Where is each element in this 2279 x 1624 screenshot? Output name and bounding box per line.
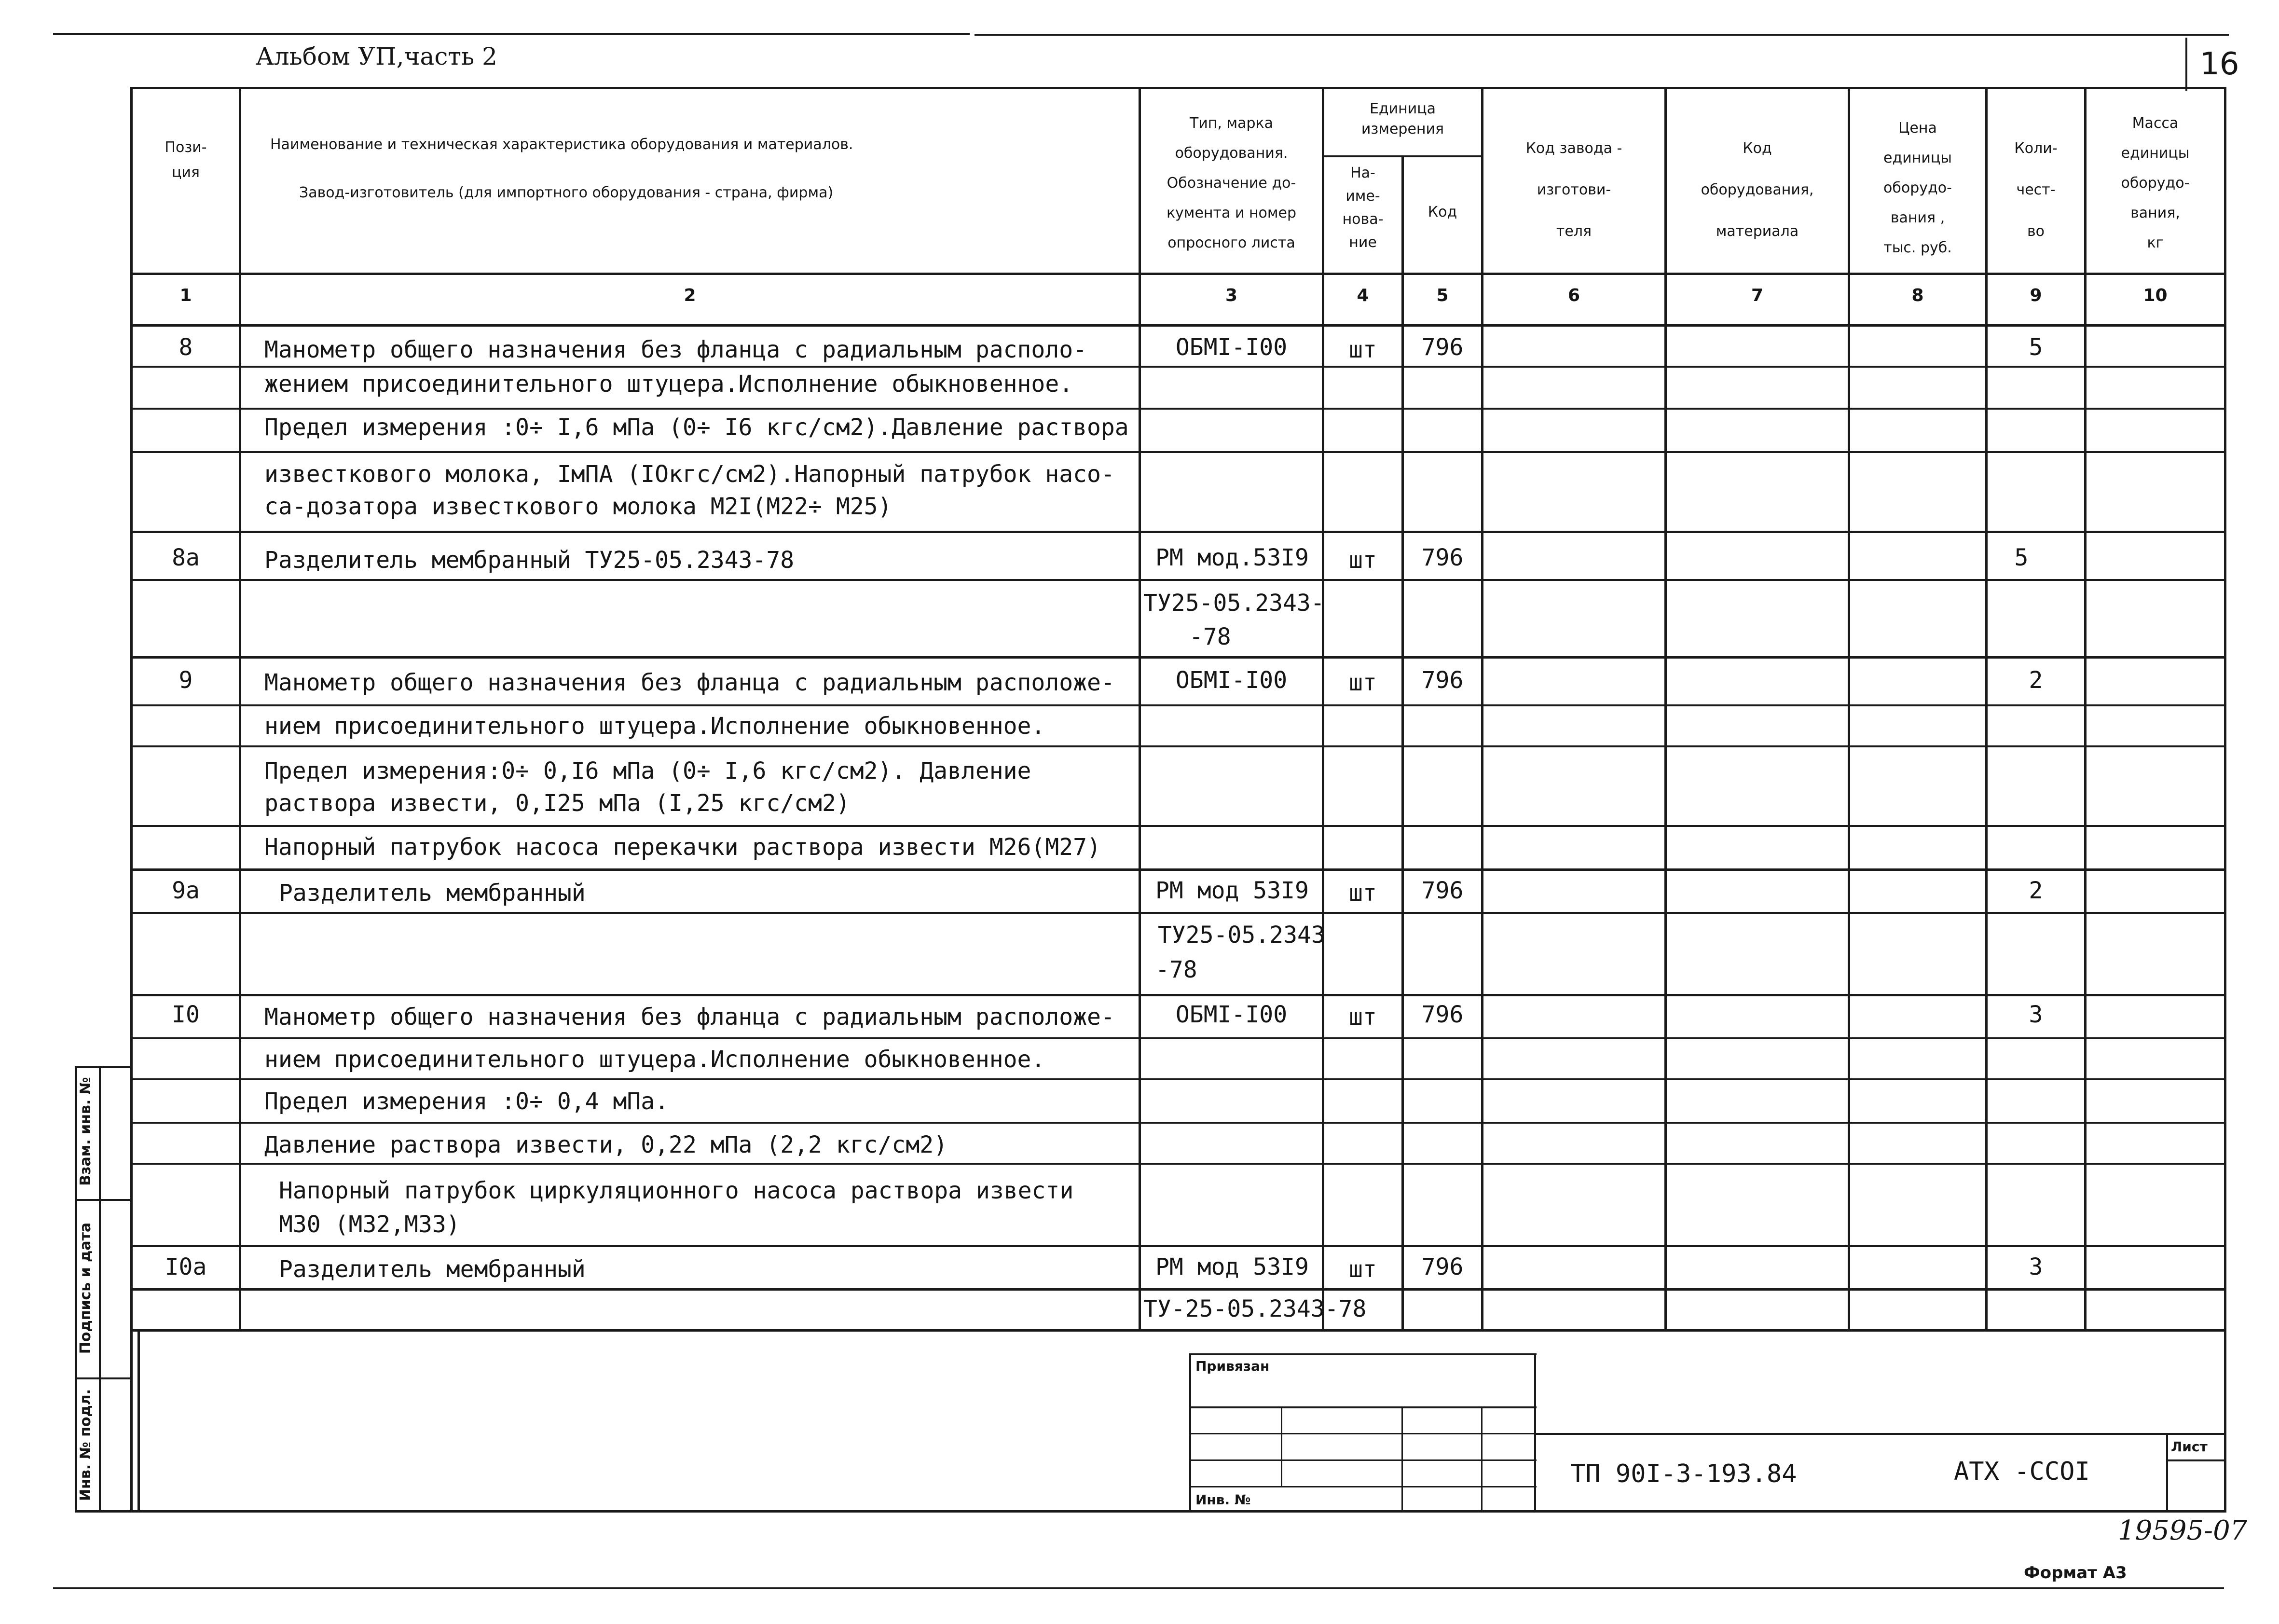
row-10-desc-2: нием присоединительного штуцера.Исполнение обыкновенное.: [264, 1046, 1045, 1073]
col-line-6: [1664, 87, 1667, 1332]
row-line: [130, 825, 2226, 827]
row-9-desc-3: Предел измерения:0÷ 0,I6 мПа (0÷ I,6 кгс/см2). Давление: [264, 757, 1031, 784]
side-inv-orig: Инв. № подл.: [77, 1389, 94, 1501]
frame-left: [130, 1066, 133, 1513]
row-8-code: 796: [1421, 334, 1464, 361]
row-10a-position: I0а: [165, 1253, 207, 1280]
linked-box-row4: [1189, 1486, 1537, 1487]
title-main-top: [1534, 1433, 2226, 1435]
row-line: [130, 1245, 2226, 1247]
row-8-desc-3: Предел измерения :0÷ I,6 мПа (0÷ I6 кгс/см2).Давление раствора: [264, 414, 1129, 441]
linked-box-col2: [1401, 1406, 1403, 1510]
row-9-qty: 2: [2029, 667, 2043, 694]
row-8a-type-3: -78: [1189, 623, 1231, 650]
col-7-header: Код оборудования, материала: [1701, 140, 1814, 240]
col-num-4: 4: [1357, 286, 1369, 305]
col-line-3: [1322, 87, 1324, 1332]
row-line: [130, 1329, 2226, 1332]
row-10-position: I0: [172, 1001, 200, 1028]
col-line-4b: [1401, 273, 1404, 277]
row-9a-unit: шт: [1349, 880, 1377, 907]
row-9a-position: 9а: [172, 877, 200, 904]
col-5-header: Код: [1428, 204, 1457, 220]
col-4-header: На- име- нова- ние: [1342, 165, 1384, 251]
row-10-type: ОБМI-I00: [1175, 1001, 1288, 1028]
unit-group-header: Единица измерения: [1361, 100, 1444, 138]
linked-box-row3: [1189, 1459, 1537, 1461]
row-8a-type-2: ТУ25-05.2343-: [1143, 590, 1325, 617]
frame-right: [2224, 1329, 2226, 1513]
row-line: [130, 656, 2226, 659]
row-9-desc-2: нием присоединительного штуцера.Исполнение обыкновенное.: [264, 713, 1045, 740]
row-9a-type-2: ТУ25-05.2343: [1158, 922, 1325, 949]
col-line-9: [2084, 87, 2087, 1332]
row-10-code: 796: [1421, 1001, 1464, 1028]
col-line-7: [1848, 87, 1850, 1332]
row-line: [130, 745, 2226, 747]
row-8a-qty: 5: [2014, 544, 2029, 571]
row-line: [130, 1122, 2226, 1124]
sheet-cell-left: [2166, 1433, 2168, 1513]
col-line-1: [239, 87, 241, 1332]
row-10-desc-6: М30 (М32,М33): [279, 1211, 460, 1238]
col-line-8: [1985, 87, 1988, 1332]
archive-number: 19595-07: [2118, 1515, 2248, 1546]
top-rule-right: [975, 34, 2229, 36]
row-10-qty: 3: [2029, 1001, 2043, 1028]
linked-box-col1: [1281, 1406, 1282, 1486]
row-8a-type-1: РМ мод.53I9: [1155, 544, 1309, 571]
row-line: [130, 994, 2226, 996]
col-num-8: 8: [1911, 286, 1924, 305]
row-9-desc-5: Напорный патрубок насоса перекачки раствора извести М26(М27): [264, 834, 1101, 861]
col-line-10: [2224, 87, 2226, 1332]
format-label: Формат А3: [2024, 1563, 2127, 1583]
row-line: [130, 579, 2226, 581]
frame-bottom: [130, 1510, 2226, 1513]
row-8a-position: 8а: [172, 544, 200, 571]
linked-box-col3: [1481, 1406, 1483, 1510]
row-9-desc-1: Манометр общего назначения без фланца с радиальным расположе-: [264, 669, 1115, 696]
row-10-unit: шт: [1349, 1004, 1377, 1031]
sheet-number: 16: [2200, 46, 2239, 82]
row-10a-type-2: ТУ-25-05.2343-78: [1143, 1295, 1367, 1322]
sheet-label: Лист: [2171, 1439, 2208, 1455]
col-3-header: Тип, марка оборудования. Обозначение до- кумента и номер опросного листа: [1166, 115, 1297, 251]
row-9-position: 9: [178, 667, 193, 694]
col-num-5: 5: [1436, 286, 1449, 305]
linked-label: Привязан: [1195, 1358, 1270, 1374]
col-9-header: Коли- чест- во: [2014, 140, 2058, 240]
table-top: [130, 87, 2226, 89]
numbers-bottom: [130, 324, 2226, 327]
row-9-unit: шт: [1349, 669, 1377, 696]
sheet-number-divider: [2185, 38, 2187, 91]
row-10-desc-4: Давление раствора извести, 0,22 мПа (2,2 кгс/см2): [264, 1131, 948, 1158]
col-line-4: [1401, 155, 1404, 1332]
row-9-type: ОБМI-I00: [1175, 667, 1288, 694]
row-line: [130, 531, 2226, 533]
row-line: [130, 1163, 2226, 1165]
row-line: [130, 868, 2226, 871]
row-line: [130, 704, 2226, 706]
col-num-1: 1: [179, 286, 192, 305]
sheet-cell-mid: [2166, 1459, 2226, 1461]
side-stamp-inner: [99, 1066, 101, 1513]
side-replace-inv: Взам. инв. №: [77, 1077, 94, 1186]
row-10-desc-1: Манометр общего назначения без фланца с радиальным расположе-: [264, 1004, 1115, 1031]
col-2-header-line1: Наименование и техническая характеристика оборудования и материалов.: [270, 136, 853, 153]
col-num-2: 2: [684, 286, 696, 305]
row-10a-desc-1: Разделитель мембранный: [279, 1256, 586, 1283]
row-line: [130, 366, 2226, 368]
row-8-type: ОБМI-I00: [1175, 334, 1288, 361]
linked-box-row2: [1189, 1433, 1537, 1434]
col-2-header-line2: Завод-изготовитель (для импортного оборудования - страна, фирма): [299, 184, 834, 201]
row-8-unit: шт: [1349, 336, 1377, 363]
col-6-header: Код завода - изготови- теля: [1525, 140, 1622, 240]
row-8a-code: 796: [1421, 544, 1464, 571]
row-line: [130, 451, 2226, 453]
row-10-desc-5: Напорный патрубок циркуляционного насоса раствора извести: [279, 1177, 1074, 1204]
col-line-5: [1481, 87, 1483, 1332]
row-8a-unit: шт: [1349, 547, 1377, 574]
col-num-10: 10: [2143, 286, 2168, 305]
col-8-header: Цена единицы оборудо- вания , тыс. руб.: [1883, 120, 1952, 256]
row-9a-qty: 2: [2029, 877, 2043, 904]
row-line: [130, 408, 2226, 410]
row-9a-desc-1: Разделитель мембранный: [279, 880, 586, 907]
linked-box-top: [1189, 1353, 1537, 1355]
row-line: [130, 912, 2226, 914]
linked-box-row1: [1189, 1406, 1537, 1408]
row-8-desc-4: известкового молока, IмПА (IOкгс/см2).Напорный патрубок насо-: [264, 461, 1115, 488]
row-8-position: 8: [178, 334, 193, 361]
row-9a-type-3: -78: [1155, 956, 1197, 983]
row-8-desc-1: Манометр общего назначения без фланца с радиальным располо-: [264, 336, 1087, 363]
col-num-3: 3: [1225, 286, 1238, 305]
album-title: Альбом УП,часть 2: [256, 42, 497, 70]
header-bottom: [130, 273, 2226, 275]
row-8-desc-2: жением присоединительного штуцера.Исполнение обыкновенное.: [264, 371, 1073, 398]
row-9a-code: 796: [1421, 877, 1464, 904]
side-stamp-div1: [75, 1199, 133, 1201]
col-num-9: 9: [2030, 286, 2042, 305]
row-8-desc-5: са-дозатора известкового молока М2I(М22÷ М25): [264, 493, 892, 520]
row-line: [130, 1037, 2226, 1039]
row-10-desc-3: Предел измерения :0÷ 0,4 мПа.: [264, 1088, 669, 1115]
inv-no-label: Инв. №: [1195, 1492, 1251, 1508]
document-code: ТП 90I-3-193.84: [1570, 1459, 1797, 1488]
col-line-2: [1139, 87, 1141, 1332]
row-10a-unit: шт: [1349, 1256, 1377, 1283]
row-10a-type-1: РМ мод 53I9: [1155, 1253, 1309, 1280]
side-sign-date: Подпись и дата: [77, 1222, 94, 1354]
row-9a-type-1: РМ мод 53I9: [1155, 877, 1309, 904]
col-num-6: 6: [1567, 286, 1580, 305]
row-line: [130, 1288, 2226, 1291]
row-line: [130, 1078, 2226, 1080]
col-1-header: Пози- ция: [165, 139, 207, 181]
top-rule-left: [53, 33, 970, 35]
row-8-qty: 5: [2029, 334, 2043, 361]
row-9-code: 796: [1421, 667, 1464, 694]
section-code: АТХ -ССОI: [1954, 1457, 2090, 1486]
bottom-rule: [53, 1587, 2224, 1589]
row-9-desc-4: раствора извести, 0,I25 мПа (I,25 кгс/см2): [264, 790, 850, 817]
col-num-7: 7: [1751, 286, 1764, 305]
row-10a-code: 796: [1421, 1253, 1464, 1280]
row-8a-desc-1: Разделитель мембранный ТУ25-05.2343-78: [264, 547, 795, 574]
col-10-header: Масса единицы оборудо- вания, кг: [2121, 115, 2190, 251]
row-10a-qty: 3: [2029, 1253, 2043, 1280]
side-stamp-right: [137, 1329, 140, 1513]
